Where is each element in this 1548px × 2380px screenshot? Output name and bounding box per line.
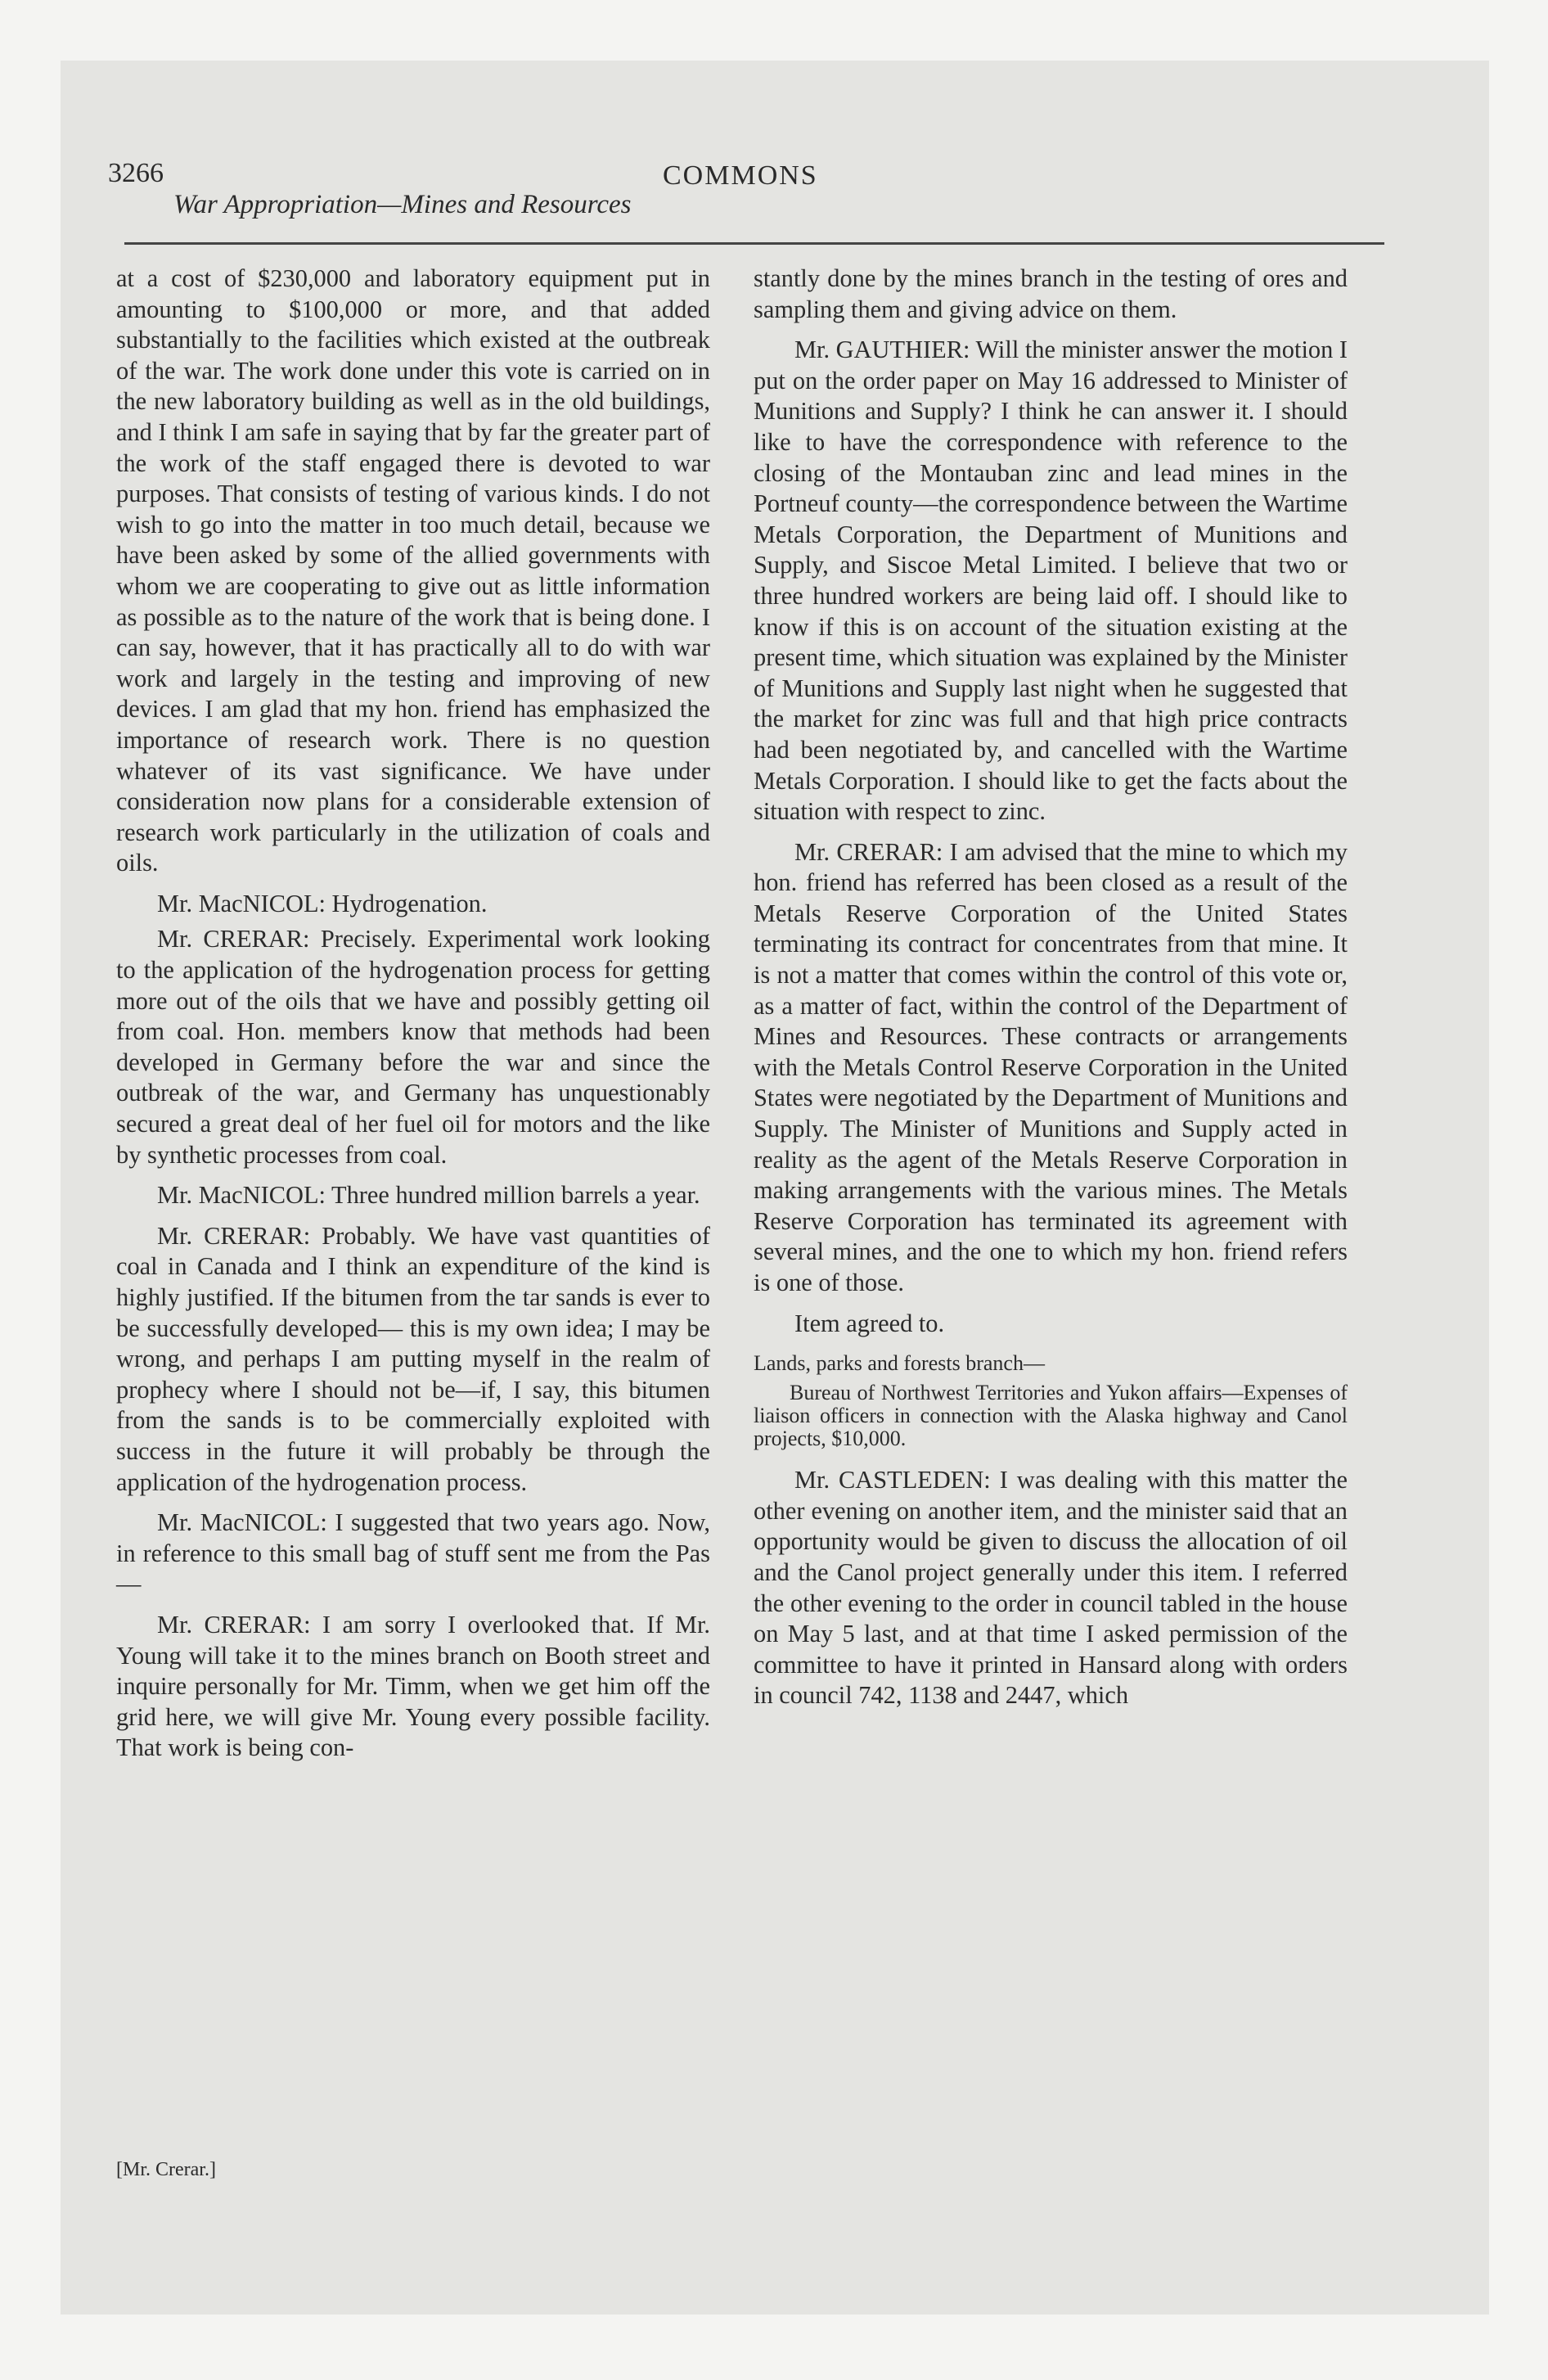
item-heading: Lands, parks and forests branch— [754,1351,1045,1376]
paragraph: Mr. MacNICOL: I suggested that two years ago. Now, in reference to this small bag of stuff sent me from the Pas— [116,1508,710,1598]
paragraph: Mr. CASTLEDEN: I was dealing with this matter the other evening on another item, and the minister said that an opportunity would be given to discuss the allocation of oil and the Canol project generally under this item. I referred the other evening to the order in council tabled in the house on May 5 last, and at that time I asked permission of the committee to have it printed in Hansard along with orders in council 742, 1138 and 2447, which [754,1466,1348,1710]
paragraph: Mr. CRERAR: Probably. We have vast quantities of coal in Canada and I think an expenditure of the kind is highly justified. If the bitumen from the tar sands is ever to be successfully developed— this is my own idea; I may be wrong, and perhaps I am putting myself in the realm of prophecy where I should not be—if, I say, this bitumen from the sands is to be commercially exploited with success in the future it will probably be through the application of the hydrogenation process. [116,1221,710,1496]
page-number: 3266 [108,158,164,188]
item-text: Bureau of Northwest Territories and Yukon affairs—Expenses of liaison officers in connection with the Alaska highway and Canol projects, $10,000. [754,1381,1348,1451]
left-column [116,264,710,1774]
paragraph: Mr. CRERAR: I am advised that the mine to which my hon. friend has referred has been closed as a result of the Metals Reserve Corporation of the United States terminating its contract for concentrates from that mine. It is not a matter that comes within the control of this vote or, as a matter of fact, within the control of the Department of Mines and Resources. These contracts or arrangements with the Metals Control Reserve Corporation in the United States were negotiated by the Department of Munitions and Supply. The Minister of Munitions and Supply acted in reality as the agent of the Metals Reserve Corporation in making arrangements with the various mines. The Metals Reserve Corporation has terminated its agreement with several mines, and the one to which my hon. friend refers is one of those. [754,837,1348,1296]
paragraph: Mr. MacNICOL: Hydrogenation. [157,889,488,917]
footer-credit: [Mr. Crerar.] [116,2159,216,2180]
paragraph: Mr. CRERAR: Precisely. Experimental work looking to the application of the hydrogenation process for getting more out of the oils that we have and possibly getting oil from coal. Hon. members know that methods had been developed in Germany before the war and since the outbreak of the war, and Germany has unquestionably secured a great deal of her fuel oil for motors and the like by synthetic processes from coal. [116,925,710,1169]
paragraph: stantly done by the mines branch in the testing of ores and sampling them and giving advice on them. [754,264,1348,323]
paragraph: Mr. GAUTHIER: Will the minister answer the motion I put on the order paper on May 16 addressed to Minister of Munitions and Supply? I think he can answer it. I should like to have the correspondence with reference to the closing of the Montauban zinc and lead mines in the Portneuf county—the correspondence between the Wartime Metals Corporation, the Department of Munitions and Supply, and Siscoe Metal Limited. I believe that two or three hundred workers are being laid off. I should like to know if this is on account of the situation existing at the present time, which situation was explained by the Minister of Munitions and Supply last night when he suggested that the market for zinc was full and that high price contracts had been negotiated by, and cancelled with the Wartime Metals Corporation. I should like to get the facts about the situation with respect to zinc. [754,336,1348,826]
paragraph: at a cost of $230,000 and laboratory equipment put in amounting to $100,000 or more, and that added substantially to the facilities which existed at the outbreak of the war. The work done under this vote is carried on in the new laboratory building as well as in the old buildings, and I think I am safe in saying that by far the greater part of the work of the staff engaged there is devoted to war purposes. That consists of testing of various kinds. I do not wish to go into the matter in too much detail, because we have been asked by some of the allied governments with whom we are cooperating to give out as little information as possible as to the nature of the work that is being done. I can say, however, that it has practically all to do with war work and largely in the testing and improving of new devices. I am glad that my hon. friend has emphasized the importance of research work. There is no question whatever of its vast significance. We have under consideration now plans for a considerable extension of research work particularly in the utilization of coals and oils. [116,264,710,877]
header-rule [124,242,1384,245]
right-column [754,264,1348,1721]
subject-line: War Appropriation—Mines and Resources [173,190,632,219]
paragraph: Item agreed to. [794,1309,945,1337]
running-head: COMMONS [663,160,818,191]
paragraph: Mr. MacNICOL: Three hundred million barrels a year. [157,1181,700,1210]
paragraph: Mr. CRERAR: I am sorry I overlooked that. If Mr. Young will take it to the mines branch on Booth street and inquire personally for Mr. Timm, when we get him off the grid here, we will give Mr. Young every possible facility. That work is being con- [116,1610,710,1762]
